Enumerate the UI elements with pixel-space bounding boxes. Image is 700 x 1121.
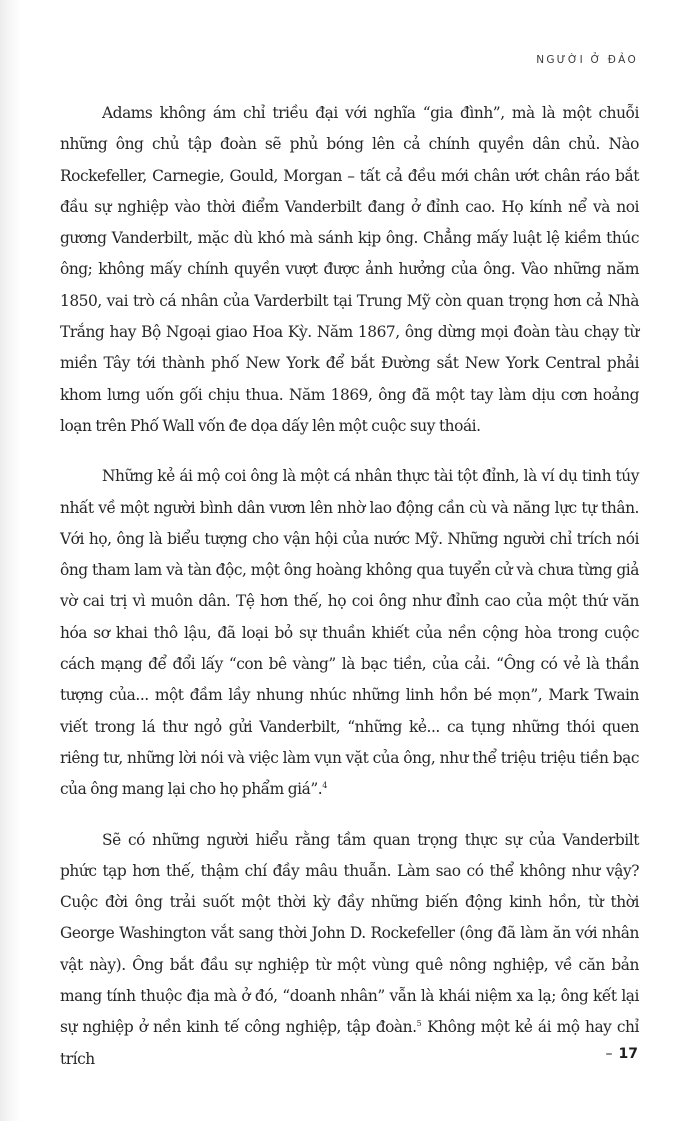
page-number-value: 17 <box>618 1046 638 1062</box>
footnote-marker[interactable]: 5 <box>416 1019 422 1029</box>
running-head-title: NGƯỜI Ở ĐẢO <box>536 54 638 66</box>
body-text <box>60 98 639 1094</box>
paragraph-1 <box>60 98 639 442</box>
folio-dash: – <box>605 1046 613 1062</box>
paragraph-continuation: Không một kẻ ái mộ hay chỉ trích <box>60 1018 639 1068</box>
paragraph-text: Sẽ có những người hiểu rằng tầm quan trọng thực sự của Vanderbilt phức tạp hơn thế, thậm chí đầy mâu thuẫn. Làm sao có thể không như vậy? Cuộc đời ông trải suốt một thời kỳ đầy những biến động kinh hồn, từ thời George Washington vắt sang thời John D. Rockefeller (ông đã làm ăn với nhân vật này). Ông bắt đầu sự nghiệp từ một vùng quê nông nghiệp, về căn bản mang tính thuộc địa mà ở đó, “doanh nhân” vẫn là khái niệm xa lạ; ông kết lại sự nghiệp ở nền kinh tế công nghiệp, tập đoàn. <box>60 830 639 1037</box>
paragraph-3 <box>60 825 639 1075</box>
paragraph-text: Adams không ám chỉ triều đại với nghĩa “gia đình”, mà là một chuỗi những ông chủ tập đoàn sẽ phủ bóng lên cả chính quyền dân chủ. Nào Rockefeller, Carnegie, Gould, Morgan – tất cả đều mới chân ướt chân ráo bắt đầu sự nghiệp vào thời điểm Vanderbilt đang ở đỉnh cao. Họ kính nể và noi gương Vanderbilt, mặc dù khó mà sánh kịp ông. Chẳng mấy luật lệ kiềm thúc ông; không mấy chính quyền vượt được ảnh hưởng của ông. Vào những năm 1850, vai trò cá nhân của Varderbilt tại Trung Mỹ còn quan trọng hơn cả Nhà Trắng hay Bộ Ngoại giao Hoa Kỳ. Năm 1867, ông dừng mọi đoàn tàu chạy từ miền Tây tới thành phố New York để bắt Đường sắt New York Central phải khom lưng uốn gối chịu thua. Năm 1869, ông đã một tay làm dịu cơn hoảng loạn trên Phố Wall vốn đe dọa dấy lên một cuộc suy thoái. <box>60 104 639 435</box>
footnote-marker[interactable]: 4 <box>322 781 328 791</box>
page-number <box>606 1046 638 1062</box>
paragraph-2 <box>60 461 639 805</box>
paragraph-text: Những kẻ ái mộ coi ông là một cá nhân thực tài tột đỉnh, là ví dụ tinh túy nhất về một người bình dân vươn lên nhờ lao động cần cù và năng lực tự thân. Với họ, ông là biểu tượng cho vận hội của nước Mỹ. Những người chỉ trích nói ông tham lam và tàn độc, một ông hoàng không qua tuyển cử và chưa từng giả vờ cai trị vì muôn dân. Tệ hơn thế, họ coi ông như đỉnh cao của một thứ văn hóa sơ khai thô lậu, đã loại bỏ sự thuần khiết của nền cộng hòa trong cuộc cách mạng để đổi lấy “con bê vàng” là bạc tiền, của cải. “Ông có vẻ là thần tượng của... một đầm lầy nhung nhúc những linh hồn bé mọn”, Mark Twain viết trong lá thư ngỏ gửi Vanderbilt, “những kẻ... ca tụng những thói quen riêng tư, những lời nói và việc làm vụn vặt của ông, như thể triệu triệu tiền bạc của ông mang lại cho họ phẩm giá”. <box>60 467 639 799</box>
